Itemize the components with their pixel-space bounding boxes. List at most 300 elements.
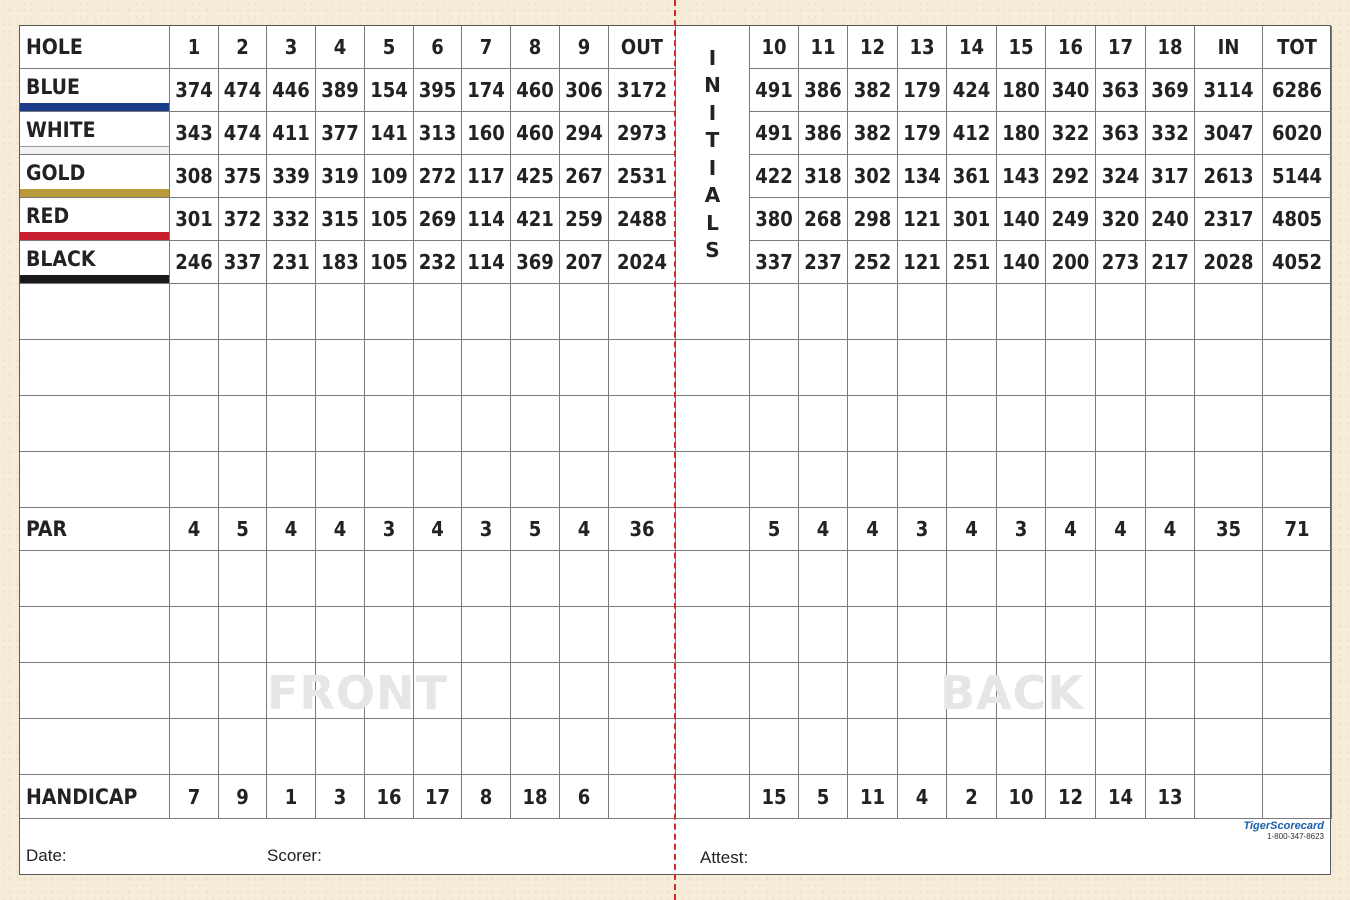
yardage-cell: 386: [799, 69, 848, 112]
player-name-cell[interactable]: [20, 396, 170, 452]
yardage-cell: 183: [316, 241, 365, 284]
yardage-cell: 298: [848, 198, 898, 241]
player-name-cell[interactable]: [20, 452, 170, 508]
lower-player-score-cell[interactable]: [1046, 607, 1096, 663]
player-score-cell[interactable]: [676, 396, 750, 452]
lower-player-score-cell[interactable]: [609, 551, 676, 607]
yardage-cell: 337: [750, 241, 799, 284]
hole-number-11: 11: [799, 26, 848, 69]
lower-player-score-cell[interactable]: [219, 663, 267, 719]
lower-player-score-cell[interactable]: [1146, 663, 1195, 719]
player-score-cell[interactable]: [560, 452, 609, 508]
hole-number-15: 15: [997, 26, 1046, 69]
lower-player-score-cell[interactable]: [848, 719, 898, 775]
yardage-cell: 217: [1146, 241, 1195, 284]
yardage-cell: 424: [947, 69, 997, 112]
player-score-cell[interactable]: [609, 452, 676, 508]
yardage-cell: 460: [511, 112, 560, 155]
player-score-cell[interactable]: [316, 340, 365, 396]
tot-yardage: 6286: [1263, 69, 1332, 112]
player-score-cell[interactable]: [365, 396, 414, 452]
lower-player-score-cell[interactable]: [316, 719, 365, 775]
lower-player-score-cell[interactable]: [898, 719, 947, 775]
handicap-cell: 7: [170, 775, 219, 819]
player-score-cell[interactable]: [414, 284, 462, 340]
player-score-cell[interactable]: [997, 396, 1046, 452]
lower-player-score-cell[interactable]: [414, 607, 462, 663]
lower-player-score-cell[interactable]: [609, 719, 676, 775]
player-score-cell[interactable]: [1263, 396, 1332, 452]
player-score-cell[interactable]: [750, 340, 799, 396]
par-cell: 5: [750, 508, 799, 551]
lower-player-score-cell[interactable]: [676, 551, 750, 607]
lower-player-score-cell[interactable]: [365, 663, 414, 719]
player-score-cell[interactable]: [1046, 396, 1096, 452]
player-score-cell[interactable]: [511, 396, 560, 452]
lower-player-score-cell[interactable]: [799, 663, 848, 719]
tee-label-gold: GOLD: [20, 155, 170, 198]
player-score-cell[interactable]: [898, 340, 947, 396]
yardage-cell: 117: [462, 155, 511, 198]
player-score-cell[interactable]: [750, 396, 799, 452]
lower-player-score-cell[interactable]: [1146, 719, 1195, 775]
lower-player-name-cell[interactable]: [20, 663, 170, 719]
player-score-cell[interactable]: [848, 340, 898, 396]
lower-player-score-cell[interactable]: [219, 607, 267, 663]
lower-player-score-cell[interactable]: [1096, 663, 1146, 719]
lower-player-score-cell[interactable]: [997, 663, 1046, 719]
player-score-cell[interactable]: [848, 396, 898, 452]
player-score-cell[interactable]: [316, 284, 365, 340]
lower-player-score-cell[interactable]: [750, 551, 799, 607]
hole-number-5: 5: [365, 26, 414, 69]
player-score-cell[interactable]: [947, 452, 997, 508]
initials-letter: T: [705, 128, 720, 152]
player-score-cell[interactable]: [267, 396, 316, 452]
lower-player-score-cell[interactable]: [511, 663, 560, 719]
out-header: OUT: [609, 26, 676, 69]
lower-player-score-cell[interactable]: [1263, 663, 1332, 719]
player-score-cell[interactable]: [997, 340, 1046, 396]
yardage-cell: 369: [1146, 69, 1195, 112]
initials-letter: I: [708, 100, 717, 125]
lower-player-score-cell[interactable]: [750, 663, 799, 719]
lower-player-score-cell[interactable]: [170, 551, 219, 607]
par-cell: 4: [1096, 508, 1146, 551]
player-score-cell[interactable]: [170, 396, 219, 452]
player-score-cell[interactable]: [609, 396, 676, 452]
player-score-cell[interactable]: [219, 452, 267, 508]
player-score-cell[interactable]: [1046, 340, 1096, 396]
yardage-cell: 141: [365, 112, 414, 155]
player-score-cell[interactable]: [750, 452, 799, 508]
back-watermark: BACK: [940, 666, 1085, 720]
handicap-cell: 3: [316, 775, 365, 819]
player-score-cell[interactable]: [1263, 284, 1332, 340]
lower-player-score-cell[interactable]: [462, 551, 511, 607]
yardage-cell: 294: [560, 112, 609, 155]
lower-player-score-cell[interactable]: [1195, 607, 1263, 663]
player-name-cell[interactable]: [20, 340, 170, 396]
lower-player-score-cell[interactable]: [462, 663, 511, 719]
player-score-cell[interactable]: [997, 284, 1046, 340]
player-score-cell[interactable]: [414, 396, 462, 452]
yardage-cell: 375: [219, 155, 267, 198]
yardage-cell: 231: [267, 241, 316, 284]
lower-player-score-cell[interactable]: [1146, 607, 1195, 663]
lower-player-score-cell[interactable]: [1096, 607, 1146, 663]
yardage-cell: 337: [219, 241, 267, 284]
yardage-cell: 382: [848, 112, 898, 155]
player-score-cell[interactable]: [511, 340, 560, 396]
lower-player-score-cell[interactable]: [997, 719, 1046, 775]
lower-player-score-cell[interactable]: [676, 607, 750, 663]
player-score-cell[interactable]: [1146, 284, 1195, 340]
player-score-cell[interactable]: [676, 284, 750, 340]
yardage-cell: 237: [799, 241, 848, 284]
player-score-cell[interactable]: [1096, 340, 1146, 396]
player-score-cell[interactable]: [1046, 284, 1096, 340]
handicap-cell: 17: [414, 775, 462, 819]
yardage-cell: 267: [560, 155, 609, 198]
yardage-cell: 340: [1046, 69, 1096, 112]
lower-player-score-cell[interactable]: [997, 551, 1046, 607]
initials-letter: N: [704, 73, 721, 97]
lower-player-score-cell[interactable]: [511, 719, 560, 775]
lower-player-score-cell[interactable]: [511, 607, 560, 663]
player-score-cell[interactable]: [170, 452, 219, 508]
yardage-cell: 114: [462, 241, 511, 284]
par-cell: 5: [511, 508, 560, 551]
yardage-cell: 411: [267, 112, 316, 155]
hole-number-16: 16: [1046, 26, 1096, 69]
tee-label-red: RED: [20, 198, 170, 241]
tot-yardage: 4052: [1263, 241, 1332, 284]
lower-player-score-cell[interactable]: [898, 607, 947, 663]
lower-player-score-cell[interactable]: [219, 551, 267, 607]
lower-player-score-cell[interactable]: [1263, 607, 1332, 663]
player-score-cell[interactable]: [511, 452, 560, 508]
yardage-cell: 109: [365, 155, 414, 198]
player-name-cell[interactable]: [20, 284, 170, 340]
player-score-cell[interactable]: [848, 452, 898, 508]
lower-player-name-cell[interactable]: [20, 607, 170, 663]
hole-number-10: 10: [750, 26, 799, 69]
player-score-cell[interactable]: [609, 284, 676, 340]
player-score-cell[interactable]: [848, 284, 898, 340]
lower-player-score-cell[interactable]: [560, 551, 609, 607]
player-score-cell[interactable]: [219, 340, 267, 396]
player-score-cell[interactable]: [1195, 396, 1263, 452]
lower-player-score-cell[interactable]: [799, 607, 848, 663]
player-score-cell[interactable]: [462, 452, 511, 508]
yardage-cell: 491: [750, 112, 799, 155]
player-score-cell[interactable]: [750, 284, 799, 340]
lower-player-score-cell[interactable]: [462, 607, 511, 663]
yardage-cell: 412: [947, 112, 997, 155]
player-score-cell[interactable]: [1195, 284, 1263, 340]
lower-player-score-cell[interactable]: [676, 663, 750, 719]
par-cell: 4: [848, 508, 898, 551]
lower-player-score-cell[interactable]: [560, 607, 609, 663]
hole-number-18: 18: [1146, 26, 1195, 69]
handicap-cell: 18: [511, 775, 560, 819]
in-yardage: 3047: [1195, 112, 1263, 155]
player-score-cell[interactable]: [365, 340, 414, 396]
lower-player-score-cell[interactable]: [947, 607, 997, 663]
lower-player-score-cell[interactable]: [947, 719, 997, 775]
lower-player-score-cell[interactable]: [1195, 663, 1263, 719]
lower-player-score-cell[interactable]: [316, 551, 365, 607]
tee-color-stripe: [20, 232, 169, 240]
player-score-cell[interactable]: [365, 284, 414, 340]
handicap-cell: 5: [799, 775, 848, 819]
player-score-cell[interactable]: [462, 340, 511, 396]
lower-player-score-cell[interactable]: [170, 663, 219, 719]
par-cell: 4: [414, 508, 462, 551]
yardage-cell: 269: [414, 198, 462, 241]
player-score-cell[interactable]: [219, 284, 267, 340]
par-cell: 3: [462, 508, 511, 551]
lower-player-score-cell[interactable]: [267, 607, 316, 663]
lower-player-score-cell[interactable]: [1096, 719, 1146, 775]
hole-number-9: 9: [560, 26, 609, 69]
lower-player-score-cell[interactable]: [462, 719, 511, 775]
lower-player-score-cell[interactable]: [997, 607, 1046, 663]
lower-player-score-cell[interactable]: [898, 551, 947, 607]
yardage-cell: 272: [414, 155, 462, 198]
out-yardage: 2973: [609, 112, 676, 155]
yardage-cell: 301: [947, 198, 997, 241]
tee-color-stripe: [20, 146, 169, 154]
in-header: IN: [1195, 26, 1263, 69]
player-score-cell[interactable]: [1046, 452, 1096, 508]
player-score-cell[interactable]: [997, 452, 1046, 508]
par-in: 35: [1195, 508, 1263, 551]
lower-player-score-cell[interactable]: [414, 719, 462, 775]
player-score-cell[interactable]: [609, 340, 676, 396]
lower-player-name-cell[interactable]: [20, 719, 170, 775]
lower-player-score-cell[interactable]: [170, 719, 219, 775]
lower-player-score-cell[interactable]: [848, 607, 898, 663]
yardage-cell: 474: [219, 69, 267, 112]
tot-yardage: 6020: [1263, 112, 1332, 155]
lower-player-score-cell[interactable]: [560, 663, 609, 719]
lower-player-score-cell[interactable]: [267, 663, 316, 719]
par-tot: 71: [1263, 508, 1332, 551]
player-score-cell[interactable]: [414, 452, 462, 508]
par-cell: 4: [267, 508, 316, 551]
par-cell: 3: [997, 508, 1046, 551]
hole-number-4: 4: [316, 26, 365, 69]
lower-player-score-cell[interactable]: [676, 719, 750, 775]
fold-line: [674, 0, 676, 900]
lower-player-score-cell[interactable]: [170, 607, 219, 663]
player-score-cell[interactable]: [1263, 340, 1332, 396]
lower-player-score-cell[interactable]: [365, 607, 414, 663]
player-score-cell[interactable]: [1195, 340, 1263, 396]
player-score-cell[interactable]: [799, 284, 848, 340]
tee-color-stripe: [20, 275, 169, 283]
yardage-cell: 382: [848, 69, 898, 112]
player-score-cell[interactable]: [462, 284, 511, 340]
lower-player-score-cell[interactable]: [219, 719, 267, 775]
player-score-cell[interactable]: [676, 452, 750, 508]
yardage-cell: 121: [898, 198, 947, 241]
yardage-cell: 491: [750, 69, 799, 112]
lower-player-score-cell[interactable]: [414, 663, 462, 719]
player-score-cell[interactable]: [1263, 452, 1332, 508]
player-score-cell[interactable]: [462, 396, 511, 452]
yardage-cell: 339: [267, 155, 316, 198]
player-score-cell[interactable]: [799, 340, 848, 396]
player-score-cell[interactable]: [1146, 340, 1195, 396]
lower-player-score-cell[interactable]: [1096, 551, 1146, 607]
handicap-cell: 4: [898, 775, 947, 819]
player-score-cell[interactable]: [947, 340, 997, 396]
handicap-cell: 1: [267, 775, 316, 819]
initials-column: [676, 26, 750, 284]
lower-player-score-cell[interactable]: [848, 551, 898, 607]
par-cell: 4: [799, 508, 848, 551]
lower-player-score-cell[interactable]: [316, 663, 365, 719]
player-score-cell[interactable]: [511, 284, 560, 340]
initials-letter: S: [705, 238, 720, 262]
lower-player-score-cell[interactable]: [799, 551, 848, 607]
player-score-cell[interactable]: [267, 452, 316, 508]
yardage-cell: 332: [1146, 112, 1195, 155]
yardage-cell: 377: [316, 112, 365, 155]
out-yardage: 2488: [609, 198, 676, 241]
tee-color-stripe: [20, 103, 169, 111]
lower-player-score-cell[interactable]: [1263, 719, 1332, 775]
date-label: Date:: [26, 846, 67, 865]
player-score-cell[interactable]: [1096, 452, 1146, 508]
player-score-cell[interactable]: [267, 340, 316, 396]
lower-player-score-cell[interactable]: [316, 607, 365, 663]
yardage-cell: 251: [947, 241, 997, 284]
out-yardage: 2531: [609, 155, 676, 198]
lower-player-score-cell[interactable]: [947, 663, 997, 719]
player-score-cell[interactable]: [316, 452, 365, 508]
initials-letter: L: [706, 210, 719, 235]
lower-player-score-cell[interactable]: [414, 551, 462, 607]
lower-player-score-cell[interactable]: [848, 663, 898, 719]
in-yardage: 2028: [1195, 241, 1263, 284]
scorer-label: Scorer:: [267, 846, 322, 865]
player-score-cell[interactable]: [170, 340, 219, 396]
yardage-cell: 252: [848, 241, 898, 284]
lower-player-score-cell[interactable]: [365, 551, 414, 607]
lower-player-score-cell[interactable]: [947, 551, 997, 607]
lower-player-score-cell[interactable]: [1046, 551, 1096, 607]
in-yardage: 3114: [1195, 69, 1263, 112]
lower-player-score-cell[interactable]: [799, 719, 848, 775]
player-score-cell[interactable]: [898, 396, 947, 452]
yardage-cell: 207: [560, 241, 609, 284]
lower-player-score-cell[interactable]: [365, 719, 414, 775]
out-yardage: 2024: [609, 241, 676, 284]
player-score-cell[interactable]: [799, 396, 848, 452]
attest-label: Attest:: [700, 848, 749, 867]
lower-player-score-cell[interactable]: [1146, 551, 1195, 607]
player-score-cell[interactable]: [219, 396, 267, 452]
player-score-cell[interactable]: [947, 284, 997, 340]
lower-player-score-cell[interactable]: [1046, 719, 1096, 775]
lower-player-score-cell[interactable]: [511, 551, 560, 607]
yardage-cell: 322: [1046, 112, 1096, 155]
player-score-cell[interactable]: [170, 284, 219, 340]
lower-player-score-cell[interactable]: [898, 663, 947, 719]
lower-player-score-cell[interactable]: [267, 719, 316, 775]
handicap-cell: 6: [560, 775, 609, 819]
lower-player-score-cell[interactable]: [750, 607, 799, 663]
player-score-cell[interactable]: [1096, 284, 1146, 340]
yardage-cell: 301: [170, 198, 219, 241]
yardage-cell: 140: [997, 198, 1046, 241]
player-score-cell[interactable]: [365, 452, 414, 508]
handicap-cell: 9: [219, 775, 267, 819]
lower-player-score-cell[interactable]: [267, 551, 316, 607]
lower-player-name-cell[interactable]: [20, 551, 170, 607]
hole-number-7: 7: [462, 26, 511, 69]
yardage-cell: 317: [1146, 155, 1195, 198]
par-cell: 4: [947, 508, 997, 551]
hole-number-12: 12: [848, 26, 898, 69]
lower-player-score-cell[interactable]: [1263, 551, 1332, 607]
lower-player-score-cell[interactable]: [609, 663, 676, 719]
yardage-cell: 313: [414, 112, 462, 155]
player-score-cell[interactable]: [676, 340, 750, 396]
lower-player-score-cell[interactable]: [1046, 663, 1096, 719]
player-score-cell[interactable]: [560, 284, 609, 340]
logo-brand: TigerScorecard: [1243, 820, 1324, 832]
player-score-cell[interactable]: [1146, 452, 1195, 508]
yardage-cell: 160: [462, 112, 511, 155]
player-score-cell[interactable]: [316, 396, 365, 452]
yardage-cell: 200: [1046, 241, 1096, 284]
hole-number-14: 14: [947, 26, 997, 69]
player-score-cell[interactable]: [799, 452, 848, 508]
hole-number-6: 6: [414, 26, 462, 69]
tee-label-blue: BLUE: [20, 69, 170, 112]
yardage-cell: 121: [898, 241, 947, 284]
lower-player-score-cell[interactable]: [750, 719, 799, 775]
player-score-cell[interactable]: [560, 340, 609, 396]
lower-player-score-cell[interactable]: [560, 719, 609, 775]
player-score-cell[interactable]: [1146, 396, 1195, 452]
player-score-cell[interactable]: [414, 340, 462, 396]
yardage-cell: 369: [511, 241, 560, 284]
player-score-cell[interactable]: [898, 452, 947, 508]
player-score-cell[interactable]: [947, 396, 997, 452]
lower-player-score-cell[interactable]: [1195, 551, 1263, 607]
tot-header: TOT: [1263, 26, 1332, 69]
hole-number-8: 8: [511, 26, 560, 69]
player-score-cell[interactable]: [898, 284, 947, 340]
tot-yardage: 4805: [1263, 198, 1332, 241]
player-score-cell[interactable]: [560, 396, 609, 452]
yardage-cell: 174: [462, 69, 511, 112]
lower-player-score-cell[interactable]: [609, 607, 676, 663]
tee-label-white: WHITE: [20, 112, 170, 155]
player-score-cell[interactable]: [1195, 452, 1263, 508]
player-score-cell[interactable]: [1096, 396, 1146, 452]
player-score-cell[interactable]: [267, 284, 316, 340]
par-cell: 5: [219, 508, 267, 551]
lower-player-score-cell[interactable]: [1195, 719, 1263, 775]
yardage-cell: 154: [365, 69, 414, 112]
